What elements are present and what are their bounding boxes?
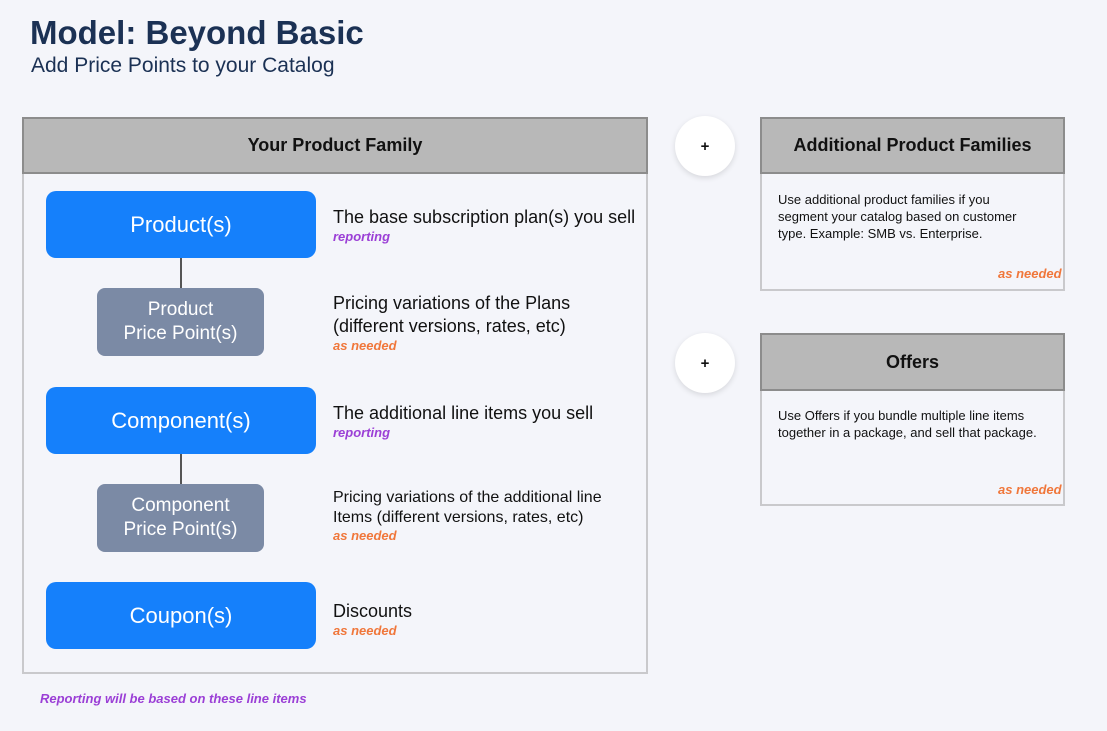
component-price-points-label-line2: Price Point(s): [123, 519, 238, 540]
as-needed-tag: as needed: [333, 623, 397, 638]
offers-text: [778, 407, 1037, 441]
plus-icon: +: [675, 116, 735, 176]
reporting-tag: reporting: [333, 229, 391, 244]
component-price-points-label-line1: Component: [131, 495, 230, 516]
product-price-points-desc-line2: (different versions, rates, etc): [333, 316, 566, 336]
component-price-points-description: [333, 488, 602, 528]
offers-header: Offers: [760, 333, 1065, 391]
component-price-points-desc-line1: Pricing variations of the additional line: [333, 489, 602, 506]
coupons-description: Discounts: [333, 601, 413, 621]
page-title: Model: Beyond Basic: [30, 14, 364, 51]
products-description: The base subscription plan(s) you sell: [333, 207, 636, 227]
connector-line: [180, 454, 182, 486]
product-price-points-description: [333, 292, 570, 338]
as-needed-tag: as needed: [333, 338, 397, 353]
page-subtitle: Add Price Points to your Catalog: [31, 54, 335, 77]
additional-families-text-line3: type. Example: SMB vs. Enterprise.: [778, 226, 983, 241]
component-price-points-box: [97, 484, 264, 552]
components-description: The additional line items you sell: [333, 403, 594, 423]
offers-text-line2: together in a package, and sell that package.: [778, 425, 1037, 440]
connector-line: [180, 258, 182, 290]
product-family-header: Your Product Family: [22, 117, 648, 174]
product-price-points-label-line2: Price Point(s): [123, 323, 238, 344]
product-price-points-label-line1: Product: [147, 299, 214, 320]
component-price-points-desc-line2: Items (different versions, rates, etc): [333, 509, 584, 526]
reporting-tag: reporting: [333, 425, 391, 440]
product-price-points-desc-line1: Pricing variations of the Plans: [333, 293, 571, 313]
additional-families-text-line2: segment your catalog based on customer: [778, 209, 1017, 224]
components-box: Component(s): [46, 387, 316, 454]
footnote: Reporting will be based on these line items: [40, 691, 307, 706]
as-needed-tag: as needed: [998, 482, 1062, 497]
product-price-points-box: [97, 288, 264, 356]
plus-icon: +: [675, 333, 735, 393]
products-box: Product(s): [46, 191, 316, 258]
additional-families-text-line1: Use additional product families if you: [778, 192, 990, 207]
additional-families-header: Additional Product Families: [760, 117, 1065, 174]
offers-text-line1: Use Offers if you bundle multiple line items: [778, 408, 1025, 423]
additional-families-text: [778, 191, 1016, 242]
as-needed-tag: as needed: [998, 266, 1062, 281]
as-needed-tag: as needed: [333, 528, 397, 543]
coupons-box: Coupon(s): [46, 582, 316, 649]
